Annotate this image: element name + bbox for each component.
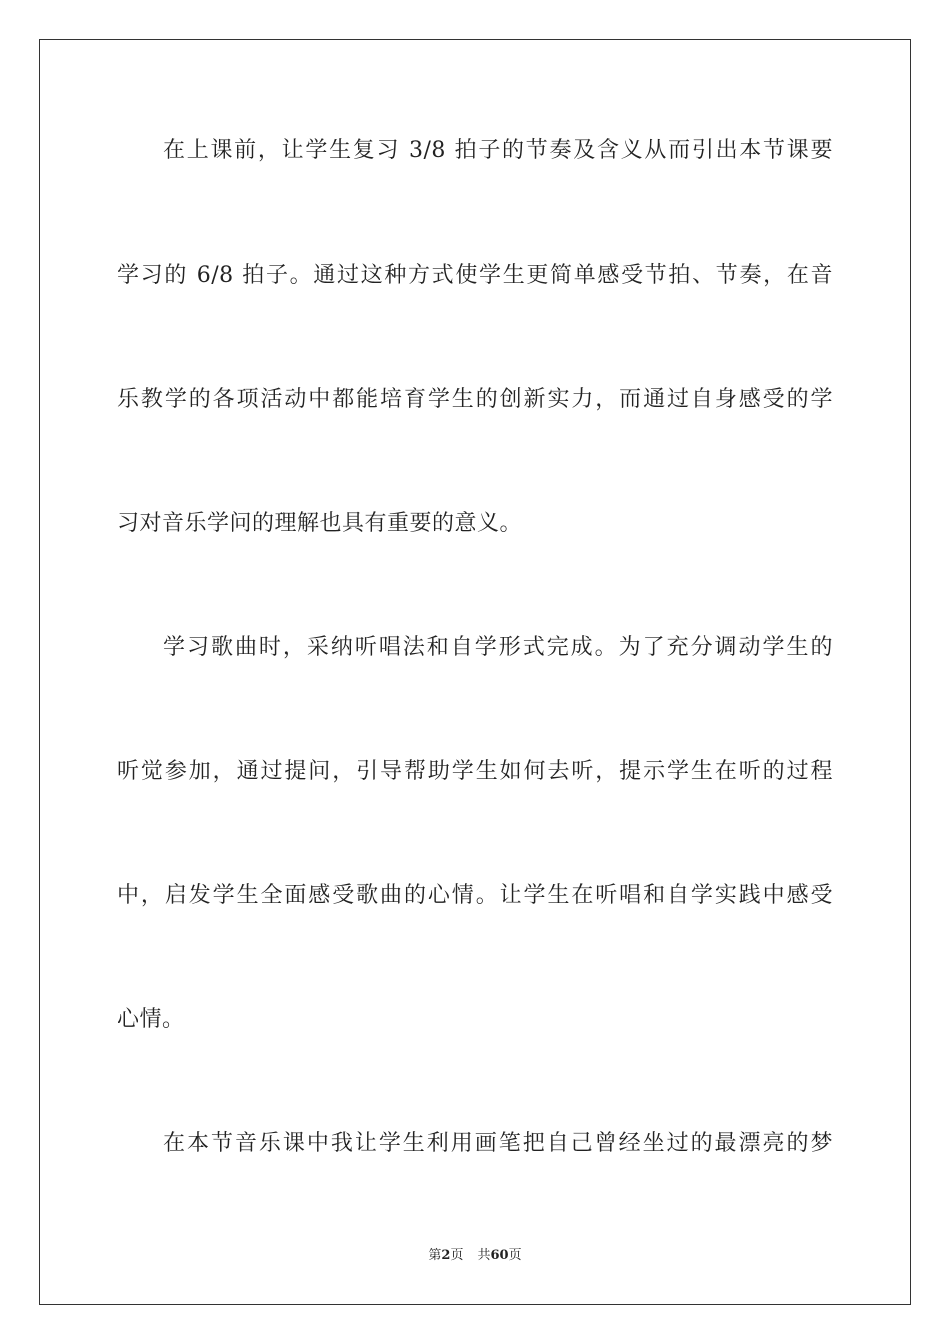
footer-total-suffix: 页 — [508, 1248, 522, 1263]
footer-total-pages: 60 — [490, 1248, 509, 1263]
paragraph-2-line-3: 中，启发学生全面感受歌曲的心情。让学生在听唱和自学实践中感受 — [117, 883, 833, 908]
paragraph-2-line-2: 听觉参加，通过提问，引导帮助学生如何去听，提示学生在听的过程 — [117, 759, 833, 784]
footer-page-suffix: 页 — [450, 1248, 464, 1263]
paragraph-3-line-1: 在本节音乐课中我让学生利用画笔把自己曾经坐过的最漂亮的梦 — [163, 1131, 833, 1156]
page-border — [39, 39, 911, 1305]
page-footer — [0, 1247, 950, 1265]
paragraph-1-line-3: 乐教学的各项活动中都能培育学生的创新实力，而通过自身感受的学 — [117, 387, 833, 412]
footer-total-prefix: 共 — [477, 1248, 491, 1263]
paragraph-2-line-1: 学习歌曲时，采纳听唱法和自学形式完成。为了充分调动学生的 — [163, 635, 833, 660]
paragraph-1-line-1: 在上课前，让学生复习 3/8 拍子的节奏及含义从而引出本节课要 — [163, 138, 833, 163]
footer-page-prefix: 第 — [428, 1248, 442, 1263]
paragraph-1-line-4: 习对音乐学问的理解也具有重要的意义。 — [117, 511, 523, 536]
paragraph-2-line-4: 心情。 — [117, 1007, 185, 1032]
paragraph-1-line-2: 学习的 6/8 拍子。通过这种方式使学生更简单感受节拍、节奏，在音 — [117, 263, 833, 288]
footer-page-number: 2 — [441, 1248, 451, 1263]
